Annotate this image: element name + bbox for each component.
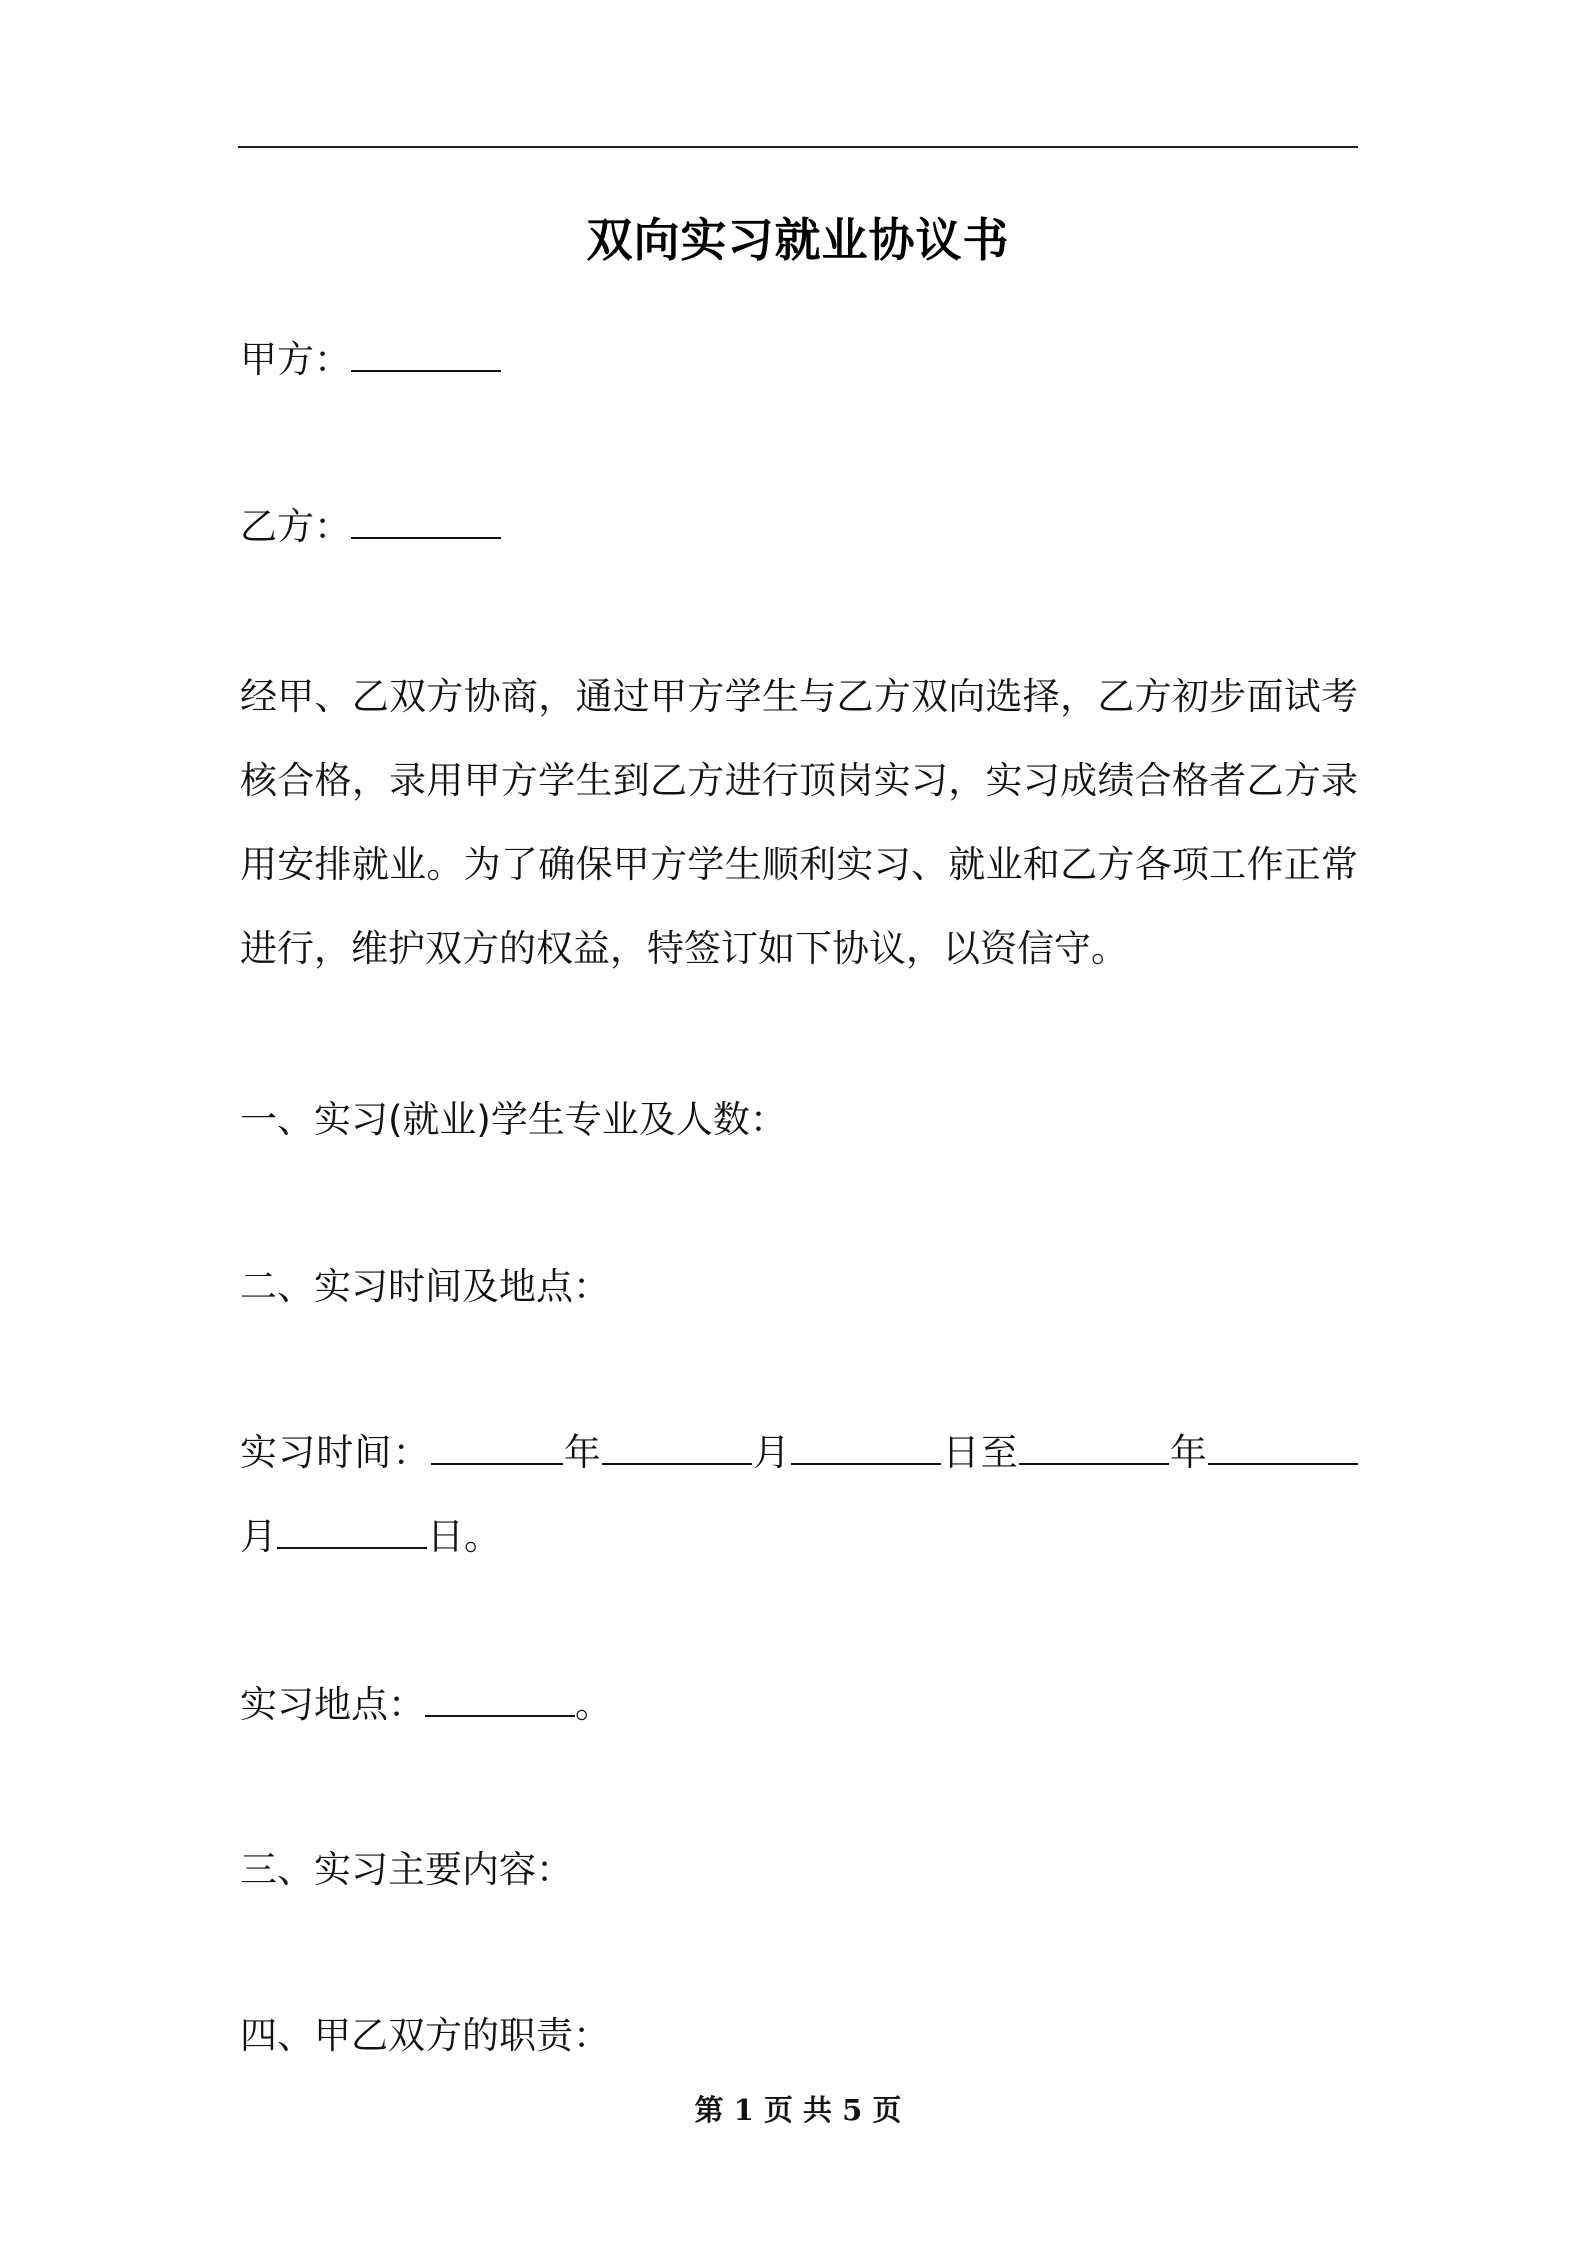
- internship-place-line: [240, 1675, 1358, 1733]
- time-label: 实习时间：: [240, 1431, 431, 1474]
- party-a-label: 甲方：: [240, 338, 351, 381]
- page-total: 5: [842, 2093, 863, 2127]
- section-1-heading: 一、实习(就业)学生专业及人数：: [240, 1098, 787, 1141]
- day-to-label: 日至: [941, 1431, 1019, 1474]
- end-month-blank: [1208, 1423, 1358, 1465]
- start-month-blank: [602, 1423, 752, 1465]
- intro-line: 核合格，录用甲方学生到乙方进行顶岗实习，实习成绩合格者乙方录: [240, 759, 1358, 802]
- page-prefix: 第: [694, 2093, 724, 2127]
- place-end: 。: [575, 1683, 612, 1726]
- party-b-label: 乙方：: [240, 505, 351, 548]
- header-rule: [238, 146, 1358, 148]
- day-end-label: 日。: [427, 1515, 501, 1558]
- month-label: 月: [752, 1431, 792, 1474]
- section-3-heading: 三、实习主要内容：: [240, 1848, 573, 1891]
- party-b-line: [240, 497, 1358, 555]
- page-mid: 页 共: [763, 2093, 833, 2127]
- party-a-line: [240, 330, 1358, 388]
- end-year-blank: [1019, 1423, 1169, 1465]
- place-blank: [425, 1675, 575, 1717]
- year-label: 年: [1168, 1431, 1209, 1474]
- intro-line: 经甲、乙双方协商，通过甲方学生与乙方双向选择，乙方初步面试考: [240, 675, 1358, 718]
- place-label: 实习地点：: [240, 1683, 425, 1726]
- intro-line: 进行，维护双方的权益，特签订如下协议，以资信守。: [240, 927, 1128, 970]
- month-label: 月: [240, 1515, 277, 1558]
- page-number: 1: [733, 2093, 754, 2127]
- intro-paragraph: [240, 655, 1358, 991]
- end-day-blank: [277, 1507, 427, 1549]
- party-a-blank: [351, 330, 501, 372]
- start-year-blank: [431, 1423, 563, 1465]
- section-4-heading: 四、甲乙双方的职责：: [240, 2014, 610, 2057]
- internship-time-line-2: [240, 1495, 1358, 1579]
- year-label: 年: [562, 1431, 603, 1474]
- party-b-blank: [351, 497, 501, 539]
- page-footer: [238, 2090, 1358, 2130]
- section-2-heading: 二、实习时间及地点：: [240, 1265, 610, 1308]
- start-day-blank: [791, 1423, 941, 1465]
- document-title: 双向实习就业协议书: [586, 213, 1010, 267]
- internship-time-line-1: [240, 1411, 1358, 1495]
- page-suffix: 页: [872, 2093, 902, 2127]
- intro-line: 用安排就业。为了确保甲方学生顺利实习、就业和乙方各项工作正常: [240, 843, 1358, 886]
- internship-time: [240, 1411, 1358, 1579]
